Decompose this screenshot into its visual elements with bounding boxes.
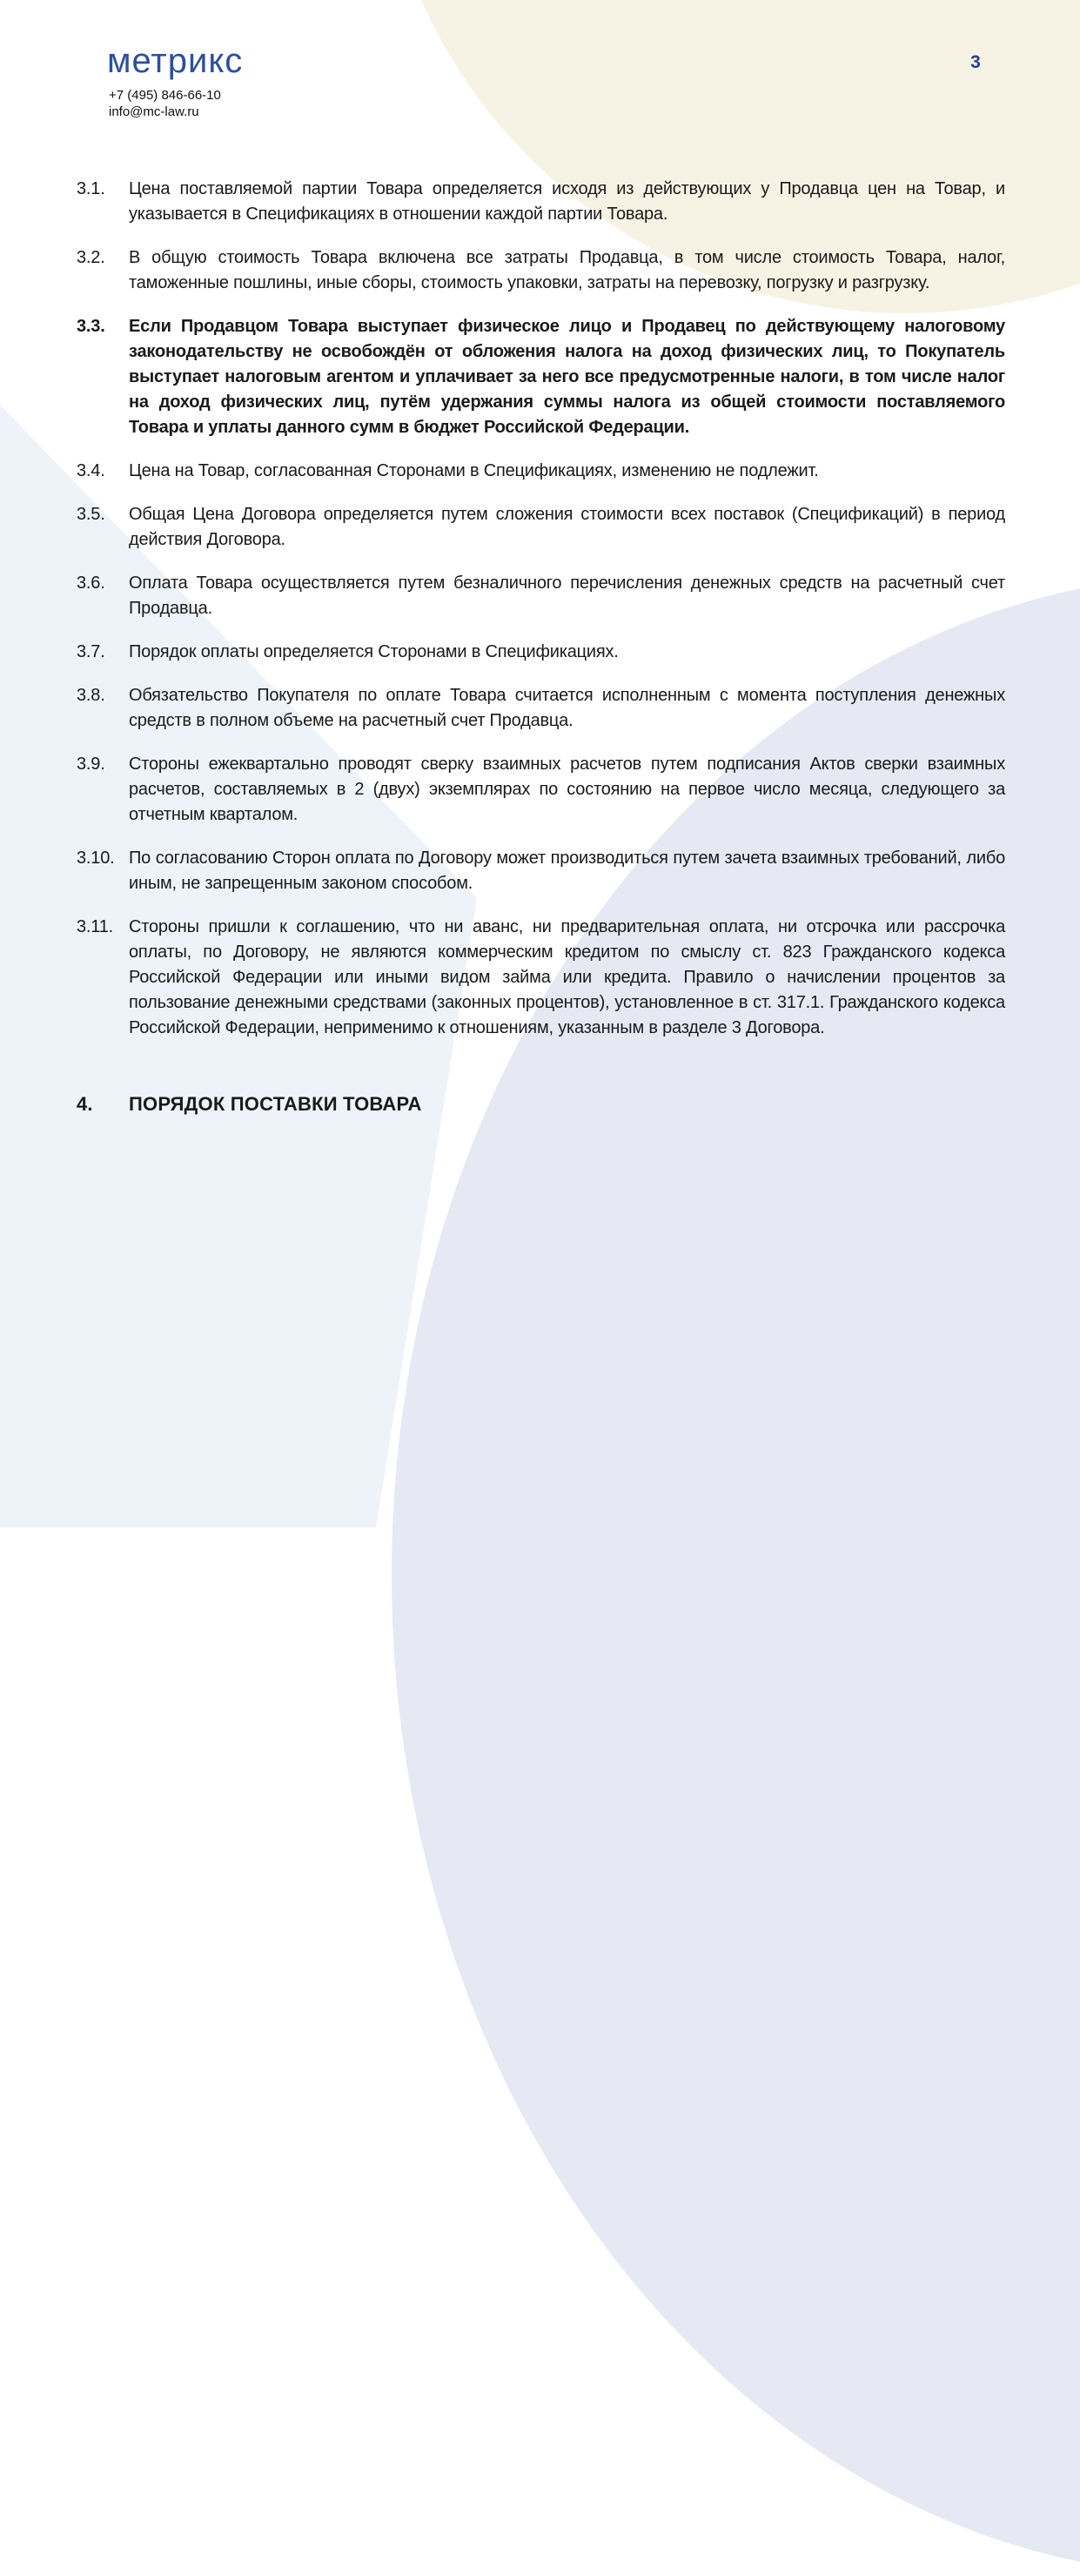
contract-body	[77, 177, 1005, 1116]
clause-number: 3.8.	[77, 686, 105, 705]
clause-row	[77, 459, 1005, 484]
clause-text: По согласованию Сторон оплата по Договору может производиться путем зачета взаимных требований, либо иным, не запрещенным законом способом.	[129, 849, 1005, 893]
clause-text: Цена поставляемой партии Товара определяется исходя из действующих у Продавца цен на Товар, и указывается в Спецификациях в отношении каждой партии Товара.	[129, 179, 1005, 224]
section-heading	[77, 1093, 1005, 1116]
clause-row	[77, 915, 1005, 1041]
clause-number: 3.2.	[77, 248, 105, 267]
clause-number: 3.9.	[77, 755, 105, 774]
clause-row	[77, 846, 1005, 896]
clause-number: 3.6.	[77, 574, 105, 593]
clause-text: Обязательство Покупателя по оплате Товара считается исполненным с момента поступления денежных средств в полном объеме на расчетный счет Продавца.	[129, 686, 1005, 730]
clause-text: В общую стоимость Товара включена все затраты Продавца, в том числе стоимость Товара, налог, таможенные пошлины, иные сборы, стоимость упаковки, затраты на перевозку, погрузку и разгрузку.	[129, 248, 1005, 292]
clause-number: 3.1.	[77, 179, 105, 198]
page-number: 3	[970, 52, 981, 72]
clause-number: 3.10.	[77, 849, 115, 868]
clause-row	[77, 752, 1005, 828]
clause-number: 3.4.	[77, 461, 105, 480]
section-title: ПОРЯДОК ПОСТАВКИ ТОВАРА	[129, 1093, 422, 1115]
section-number: 4.	[77, 1093, 93, 1115]
email-address: info@mc-law.ru	[109, 104, 199, 119]
clause-number: 3.11.	[77, 917, 113, 936]
clause-text: Стороны пришли к соглашению, что ни аванс, ни предварительная оплата, ни отсрочка или рассрочка оплаты, по Договору, не являются коммерческим кредитом по смыслу ст. 823 Гражданского кодекса Российской Федерации или иными видом займа или кредита. Правило о начислении процентов за пользование денежными средствами (законных процентов), установленное в ст. 317.1. Гражданского кодекса Российской Федерации, неприменимо к отношениям, указанным в разделе 3 Договора.	[129, 917, 1005, 1037]
clause-text: Оплата Товара осуществляется путем безналичного перечисления денежных средств на расчетный счет Продавца.	[129, 574, 1005, 618]
clause-text: Стороны ежеквартально проводят сверку взаимных расчетов путем подписания Актов сверки взаимных расчетов, составляемых в 2 (двух) экземплярах по состоянию на первое число месяца, следующего за отчетным кварталом.	[129, 755, 1005, 824]
clause-list	[77, 177, 1005, 1041]
clause-text: Порядок оплаты определяется Сторонами в Спецификациях.	[129, 642, 619, 661]
company-logo: метрикс	[107, 42, 244, 80]
clause-number: 3.3.	[77, 317, 105, 336]
clause-row	[77, 177, 1005, 227]
clause-row	[77, 571, 1005, 621]
clause-row	[77, 640, 1005, 665]
clause-number: 3.5.	[77, 505, 105, 524]
clause-row	[77, 502, 1005, 553]
clause-text: Общая Цена Договора определяется путем сложения стоимости всех поставок (Спецификаций) в период действия Договора.	[129, 505, 1005, 549]
clause-text: Если Продавцом Товара выступает физическое лицо и Продавец по действующему налоговому законодательству не освобождён от обложения налога на доход физических лиц, то Покупатель выступает налоговым агентом и уплачивает за него все предусмотренные налоги, в том числе налог на доход физических лиц, путём удержания суммы налога из общей стоимости поставляемого Товара и уплаты данного сумм в бюджет Российской Федерации.	[129, 317, 1005, 437]
clause-row	[77, 683, 1005, 734]
page-header	[0, 0, 1080, 148]
phone-number: +7 (495) 846-66-10	[109, 88, 221, 103]
clause-number: 3.7.	[77, 642, 105, 661]
clause-text: Цена на Товар, согласованная Сторонами в Спецификациях, изменению не подлежит.	[129, 461, 819, 480]
clause-row	[77, 245, 1005, 296]
clause-row	[77, 314, 1005, 440]
contact-block	[109, 87, 221, 120]
